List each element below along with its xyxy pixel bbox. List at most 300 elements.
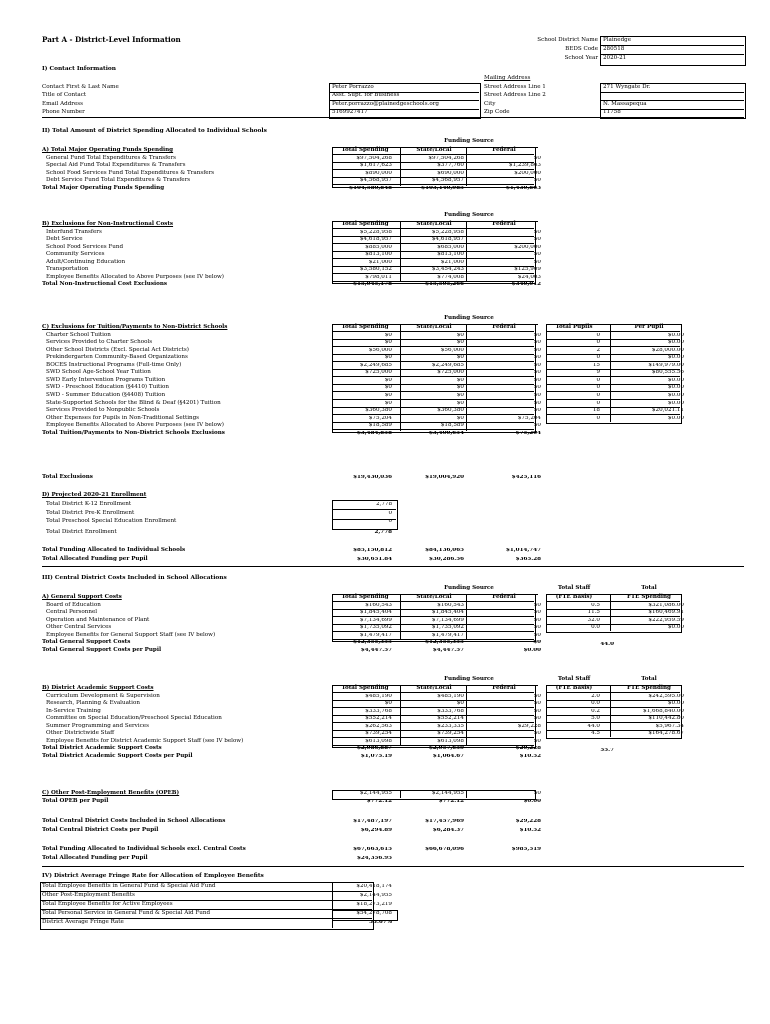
fte-spending-value: $0.00 [667, 701, 684, 707]
rule-line [546, 692, 680, 693]
col-fte-basis: (FTE Basis) [555, 594, 593, 600]
federal-value: $0 [533, 423, 541, 429]
fte-spending-value: $0.00 [667, 625, 684, 631]
total-spending-value: $4,568,957 [359, 178, 392, 184]
row-label: Debt Service [46, 236, 83, 243]
s3-heading: III) Central District Costs Included in School Allocations [42, 575, 227, 581]
rule-line [332, 346, 534, 347]
rule-line [332, 631, 534, 632]
state-local-value: $0 [456, 332, 464, 338]
enrollment-value: 2,778 [375, 502, 392, 507]
staff-value: 0.0 [591, 701, 600, 707]
total-pupils-value: 0 [596, 400, 600, 406]
total-spending-value: $1,735,092 [359, 625, 392, 631]
state-local-value: $17,457,969 [425, 819, 464, 824]
total-spending-value: $333,768 [365, 708, 392, 714]
col-federal: Federal [492, 594, 516, 600]
rule-line [546, 700, 680, 701]
total-pupils-value: 0 [596, 385, 600, 391]
excl-central-pp-value: $24,356.95 [356, 856, 392, 861]
beds-code-label: BEDS Code [565, 46, 598, 52]
enrollment-title: D) Projected 2020-21 Enrollment [42, 492, 147, 498]
row-label: BOCES Instructional Programs (Full-time Only) [46, 361, 182, 368]
federal-value: $0 [533, 708, 541, 714]
total-spending-value: $0 [384, 377, 392, 383]
rule-line [546, 339, 680, 340]
federal-value: $0 [533, 625, 541, 631]
fte-spending-value: $1,668,840.00 [643, 708, 684, 714]
federal-value: $0.00 [523, 799, 541, 804]
fte-spending-value: $164,278.67 [648, 731, 684, 737]
opeb-pp-label: Total OPEB per Pupil [42, 798, 109, 804]
federal-value: $10.52 [519, 828, 541, 833]
federal-value: $365.28 [515, 557, 541, 562]
rule-line [329, 100, 479, 101]
federal-value: $0 [533, 408, 541, 414]
state-local-value: $377,760 [437, 163, 464, 169]
funding-source-header: Funding Source [444, 315, 494, 321]
rule-line [546, 384, 680, 385]
staff-value: 4.5 [591, 731, 600, 737]
state-local-value: $1,845,404 [431, 610, 464, 616]
federal-value: $125,909 [514, 267, 541, 273]
total-spending-value: $0 [384, 355, 392, 361]
row-label: Adult/Continuing Education [46, 258, 126, 265]
contact-label: Email Address [42, 100, 84, 107]
total-pupils-value: 0 [596, 340, 600, 346]
state-local-value: $0 [456, 701, 464, 707]
per-pupil-value: $28,000.00 [651, 347, 684, 353]
row-label: Central Personnel [46, 609, 98, 616]
total-pupils-value: 15 [592, 362, 600, 368]
state-local-value: $5,228,958 [431, 229, 464, 235]
fringe-value: $2,144,955 [359, 893, 392, 898]
total-spending-value: $6,294.89 [360, 828, 392, 833]
state-local-value: $84,136,065 [425, 548, 464, 553]
row-label: SWD School Age-School Year Tuition [46, 369, 151, 376]
rule-line [332, 331, 534, 332]
col-state-local: State/Local [416, 147, 452, 153]
per-pupil-value: $0.00 [667, 415, 684, 421]
row-label: Operation and Maintenance of Plant [46, 616, 150, 623]
rule-line [332, 609, 534, 610]
federal-value: $0 [533, 332, 541, 338]
row-label: Transportation [46, 266, 89, 273]
per-pupil-value: $0.00 [667, 385, 684, 391]
fte-spending-value: $222,959.59 [648, 617, 684, 623]
col-federal: Federal [492, 147, 516, 153]
federal-value: $75,204 [517, 415, 541, 421]
federal-value: $0 [533, 693, 541, 699]
row-label: Committee on Special Education/Preschool Special Education [46, 715, 222, 722]
state-local-value: $0 [456, 392, 464, 398]
federal-value: $29,228 [515, 746, 541, 752]
rule-line [332, 251, 534, 252]
col-fte-basis: (FTE Basis) [555, 685, 593, 691]
row-label: SWD - Preschool Education (§4410) Tuition [46, 384, 169, 391]
row-label: SWD - Summer Education (§4408) Tuition [46, 391, 166, 398]
fringe-value: $20,418,174 [356, 884, 392, 889]
federal-value: $0 [533, 716, 541, 722]
total-spending-value: $613,098 [365, 738, 392, 744]
funding-source-header: Funding Source [444, 212, 494, 218]
contact-label: Title of Contact [42, 92, 87, 99]
rule-line [332, 624, 534, 625]
staff-total-value: 44.0 [600, 641, 614, 647]
state-local-value: $0 [456, 340, 464, 346]
total-exclusions-label: Total Exclusions [42, 474, 93, 480]
rule-line [610, 594, 611, 632]
rule-line [546, 399, 680, 400]
total-spending-value: $1,479,417 [359, 632, 392, 638]
state-local-value: $103,140,985 [421, 185, 464, 191]
row-label: Debt Service Fund Total Expenditures & Transfers [46, 177, 191, 184]
federal-value: $10.52 [519, 753, 541, 759]
total-spending-value: $360,380 [365, 408, 392, 414]
total-spending-value: $19,430,036 [353, 475, 392, 480]
state-local-value: $3,409,654 [428, 430, 464, 436]
state-local-value: $739,254 [437, 731, 464, 737]
col-total-spending: Total Spending [341, 594, 389, 600]
rule-line [332, 376, 534, 377]
total-spending-value: $772.12 [366, 799, 392, 804]
rule-line [332, 882, 333, 928]
federal-value: $0 [533, 252, 541, 258]
state-local-value: $360,380 [437, 408, 464, 414]
federal-value: $0 [533, 377, 541, 383]
school-year-value: 2020-21 [603, 55, 627, 61]
row-label: Services Provided to Charter Schools [46, 339, 153, 346]
per-pupil-value: $0.00 [667, 340, 684, 346]
staff-grid [546, 594, 682, 634]
total-spending-value: $1,617,623 [359, 163, 392, 169]
state-local-value: $772.12 [438, 799, 464, 804]
funding-source-header: Funding Source [444, 585, 494, 591]
state-local-value: $485,190 [437, 693, 464, 699]
total-spending-value: $3,580,152 [359, 267, 392, 273]
fte-spending-value: $110,442.80 [648, 716, 684, 722]
s4-heading: IV) District Average Fringe Rate for Allocation of Employee Benefits [42, 873, 264, 879]
federal-value: $0 [533, 237, 541, 243]
federal-value: $0 [533, 355, 541, 361]
total-spending-value: $1,075.19 [360, 753, 392, 759]
per-pupil-value: $0.00 [667, 400, 684, 406]
rule-line [600, 100, 744, 101]
total-spending-value: $725,000 [365, 370, 392, 376]
section-total-label: Total Tuition/Payments to Non-District Schools Exclusions [42, 429, 225, 436]
row-label: General Fund Total Expenditures & Transfers [46, 154, 177, 161]
federal-value: $0 [533, 602, 541, 608]
rule-line [332, 236, 534, 237]
rule-line [332, 692, 534, 693]
total-pupils-value: 9 [596, 370, 600, 376]
rule-line [546, 369, 680, 370]
federal-value: $0 [533, 155, 541, 161]
federal-value: $0 [533, 701, 541, 707]
funding-pp-label: Total Allocated Funding per Pupil [42, 556, 148, 562]
federal-value: $0 [533, 340, 541, 346]
federal-value: $0 [533, 362, 541, 368]
state-local-value: $56,000 [440, 347, 464, 353]
contact-value: Peter Porrazzo [332, 84, 374, 90]
state-local-value: $0 [456, 355, 464, 361]
federal-value: $0.00 [523, 647, 541, 653]
rule-line [332, 361, 534, 362]
table-grid [332, 147, 536, 188]
rule-line [546, 354, 680, 355]
federal-value: $29,228 [515, 819, 541, 824]
rule-line [42, 566, 744, 567]
fte-spending-value: $5,967.34 [655, 723, 684, 729]
rule-line [332, 384, 534, 385]
rule-line [332, 354, 534, 355]
col-total: Total [641, 585, 657, 591]
total-spending-value: $0 [384, 332, 392, 338]
federal-value: $0 [533, 259, 541, 265]
row-label: Employee Benefits Allocated to Above Purposes (see IV below) [46, 273, 224, 280]
total-spending-value: $485,190 [365, 693, 392, 699]
total-pupils-value: 2 [596, 347, 600, 353]
col-total-spending: Total Spending [341, 324, 389, 330]
section-title: B) Exclusions for Non-Instructional Costs [42, 221, 174, 227]
section-total-label: Total Major Operating Funds Spending [42, 184, 165, 191]
total-spending-value: $0 [384, 701, 392, 707]
rule-line [329, 92, 479, 93]
rule-line [332, 162, 534, 163]
federal-value: $29,228 [517, 723, 541, 729]
total-spending-value: $4,447.57 [360, 647, 392, 653]
total-spending-value: $1,845,404 [359, 610, 392, 616]
state-local-value: $813,100 [437, 252, 464, 258]
mailing-label: Street Address Line 1 [484, 84, 546, 90]
funding-alloc-label: Total Funding Allocated to Individual Schools [42, 547, 186, 553]
state-local-value: $2,144,955 [431, 791, 464, 796]
row-label: Other Central Services [46, 624, 112, 631]
total-pupils-value: 0 [596, 392, 600, 398]
total-spending-value: $2,249,685 [359, 362, 392, 368]
state-local-value: $613,098 [437, 738, 464, 744]
col-total-staff: Total Staff [557, 585, 591, 591]
federal-value: $0 [533, 400, 541, 406]
section-title: C) Exclusions for Tuition/Payments to Non-District Schools [42, 324, 228, 330]
rule-line [332, 519, 396, 520]
total-spending-value: $0 [384, 385, 392, 391]
rule-line [40, 891, 372, 892]
total-spending-value: $0 [384, 392, 392, 398]
total-spending-value: $885,000 [365, 244, 392, 250]
federal-value: $0 [533, 347, 541, 353]
section-total-label: Total District Academic Support Costs [42, 745, 162, 752]
staff-value: 0.5 [591, 602, 600, 608]
rule-line [332, 722, 534, 723]
row-label: SWD Early Intervention Programs Tuition [46, 376, 166, 383]
state-local-value: $233,335 [437, 723, 464, 729]
row-label: Special Aid Fund Total Expenditures & Transfers [46, 162, 186, 169]
col-total-spending: Total Spending [341, 221, 389, 227]
federal-value: $0 [533, 178, 541, 184]
row-label: School Food Services Fund [46, 243, 124, 250]
rule-line [546, 361, 680, 362]
rule-line [600, 109, 744, 110]
row-label: Community Services [46, 251, 105, 258]
rule-line [546, 346, 680, 347]
state-local-value: $4,447.57 [432, 647, 464, 653]
school-year-label: School Year [564, 55, 598, 61]
total-spending-value: $739,254 [365, 731, 392, 737]
rule-line [42, 866, 744, 867]
staff-value: 11.5 [587, 610, 600, 616]
s2-heading: II) Total Amount of District Spending Allocated to Individual Schools [42, 128, 267, 134]
col-per-pupil: Per Pupil [634, 324, 664, 330]
fringe-highlight [332, 910, 398, 921]
total-spending-value: $262,563 [365, 723, 392, 729]
state-local-value: $7,134,699 [431, 617, 464, 623]
federal-value: $0 [533, 791, 541, 796]
rule-line [332, 154, 534, 155]
state-local-value: $2,957,659 [428, 746, 464, 752]
rule-line [466, 790, 467, 798]
staff-value: 44.0 [587, 723, 600, 729]
total-spending-value: $160,543 [365, 602, 392, 608]
staff-value: 32.0 [587, 617, 600, 623]
col-total: Total [641, 676, 657, 682]
col-federal: Federal [492, 324, 516, 330]
enrollment-value: 0 [388, 510, 392, 516]
row-label: Employee Benefits for General Support Staff (see IV below) [46, 631, 216, 638]
federal-value: $0 [533, 632, 541, 638]
federal-value: $0 [533, 370, 541, 376]
rule-line [40, 918, 372, 919]
section-title: A) General Support Costs [42, 594, 122, 600]
row-label: Summer Programming and Services [46, 722, 149, 729]
total-spending-value: $12,355,355 [353, 640, 392, 646]
central-pp-label: Total Central District Costs per Pupil [42, 827, 159, 833]
federal-value: $1,239,863 [508, 163, 541, 169]
total-spending-value: $15,945,178 [353, 282, 392, 288]
federal-value: $0 [533, 640, 541, 646]
enrollment-label: Total District K-12 Enrollment [46, 501, 132, 507]
federal-value: $349,912 [511, 282, 541, 288]
col-state-local: State/Local [416, 221, 452, 227]
state-local-value: $774,008 [437, 274, 464, 280]
total-spending-value: $3,484,858 [356, 430, 392, 436]
fte-spending-value: $321,086.00 [648, 602, 684, 608]
staff-total-value: 55.7 [600, 747, 614, 753]
total-spending-value: $56,000 [368, 347, 392, 353]
rule-line [546, 609, 680, 610]
rule-line [332, 273, 534, 274]
row-label: Employee Benefits for District Academic Support Staff (see IV below) [46, 737, 244, 744]
enrollment-box [332, 500, 398, 530]
col-fte-spending: FTE Spending [627, 594, 671, 600]
rule-line [332, 601, 534, 602]
row-label: School Food Services Fund Total Expenditures & Transfers [46, 169, 215, 176]
central-total-label: Total Central District Costs Included in School Allocations [42, 818, 226, 824]
mailing-label: Street Address Line 2 [484, 92, 546, 99]
rule-line [332, 258, 534, 259]
state-local-value: $690,000 [437, 170, 464, 176]
state-local-value: $1,479,417 [431, 632, 464, 638]
fringe-value: $54,278,708 [356, 911, 392, 916]
fte-spending-value: $242,595.00 [648, 693, 684, 699]
rule-line [546, 616, 680, 617]
contact-label: Phone Number [42, 109, 85, 116]
enrollment-total-value: 2,778 [374, 530, 392, 535]
row-label: Services Provided to Nonpublic Schools [46, 407, 160, 414]
state-local-value: $97,504,268 [428, 155, 464, 161]
staff-value: 0.0 [591, 625, 600, 631]
page-title: Part A - District-Level Information [42, 35, 181, 44]
rule-line [546, 624, 680, 625]
state-local-value: $552,214 [437, 716, 464, 722]
district-name-value: Plainedge [603, 37, 632, 43]
contact-value: 5169927417 [332, 109, 368, 116]
table-grid [332, 324, 536, 433]
state-local-value: $1,064.67 [432, 753, 464, 759]
rule-line [332, 509, 396, 510]
federal-value: $0 [533, 610, 541, 616]
contact-heading: I) Contact Information [42, 66, 117, 72]
total-spending-value: $4,618,957 [359, 237, 392, 243]
total-pupils-value: 0 [596, 332, 600, 338]
staff-value: 5.0 [591, 716, 600, 722]
rule-line [332, 399, 534, 400]
federal-value: $1,439,863 [505, 185, 541, 191]
per-pupil-value: $0.00 [667, 377, 684, 383]
enrollment-label: Total District Pre-K Enrollment [46, 509, 135, 516]
state-local-value: $6,284.37 [432, 828, 464, 833]
enrollment-value: 0 [388, 519, 392, 525]
total-spending-value: $2,986,887 [356, 746, 392, 752]
table-grid [332, 685, 536, 749]
section-total-label: Total Non-Instructional Cost Exclusions [42, 281, 168, 288]
state-local-value: $0 [456, 377, 464, 383]
section-pp-label: Total General Support Costs per Pupil [42, 646, 162, 653]
rule-line [546, 715, 680, 716]
total-spending-value: $5,228,958 [359, 229, 392, 235]
col-federal: Federal [492, 685, 516, 691]
row-label: Prekindergarten Community-Based Organizations [46, 354, 188, 361]
rule-line [332, 730, 534, 731]
rule-line [332, 707, 534, 708]
rule-line [332, 369, 534, 370]
rule-line [40, 909, 372, 910]
total-spending-value: $890,000 [365, 170, 392, 176]
row-label: State-Supported Schools for the Blind & Deaf (§4201) Tuition [46, 399, 221, 406]
rule-line [332, 169, 534, 170]
rule-line [332, 228, 534, 229]
federal-value: $0 [533, 385, 541, 391]
opeb-box [332, 790, 536, 800]
section-title: A) Total Major Operating Funds Spending [42, 147, 174, 153]
enrollment-total-label: Total District Enrollment [46, 529, 117, 535]
fringe-value: $18,273,219 [356, 902, 392, 907]
rule-line [329, 109, 479, 110]
row-label: Charter School Tuition [46, 331, 111, 338]
staff-value: 2.0 [591, 693, 600, 699]
total-spending-value: $75,204 [368, 415, 392, 421]
opeb-title: C) Other Post-Employment Benefits (OPEB) [42, 790, 180, 796]
federal-value: $200,000 [514, 244, 541, 250]
total-pupils-value: 18 [592, 408, 600, 414]
row-label: Board of Education [46, 601, 101, 608]
total-pupils-value: 0 [596, 415, 600, 421]
fringe-label: Other Post-Employment Benefits [42, 892, 135, 898]
excl-central-pp-label: Total Allocated Funding per Pupil [42, 855, 148, 861]
total-spending-value: $85,150,812 [353, 548, 392, 553]
total-spending-value: $30,651.84 [356, 557, 392, 562]
per-pupil-value: $80,555.56 [651, 370, 684, 376]
